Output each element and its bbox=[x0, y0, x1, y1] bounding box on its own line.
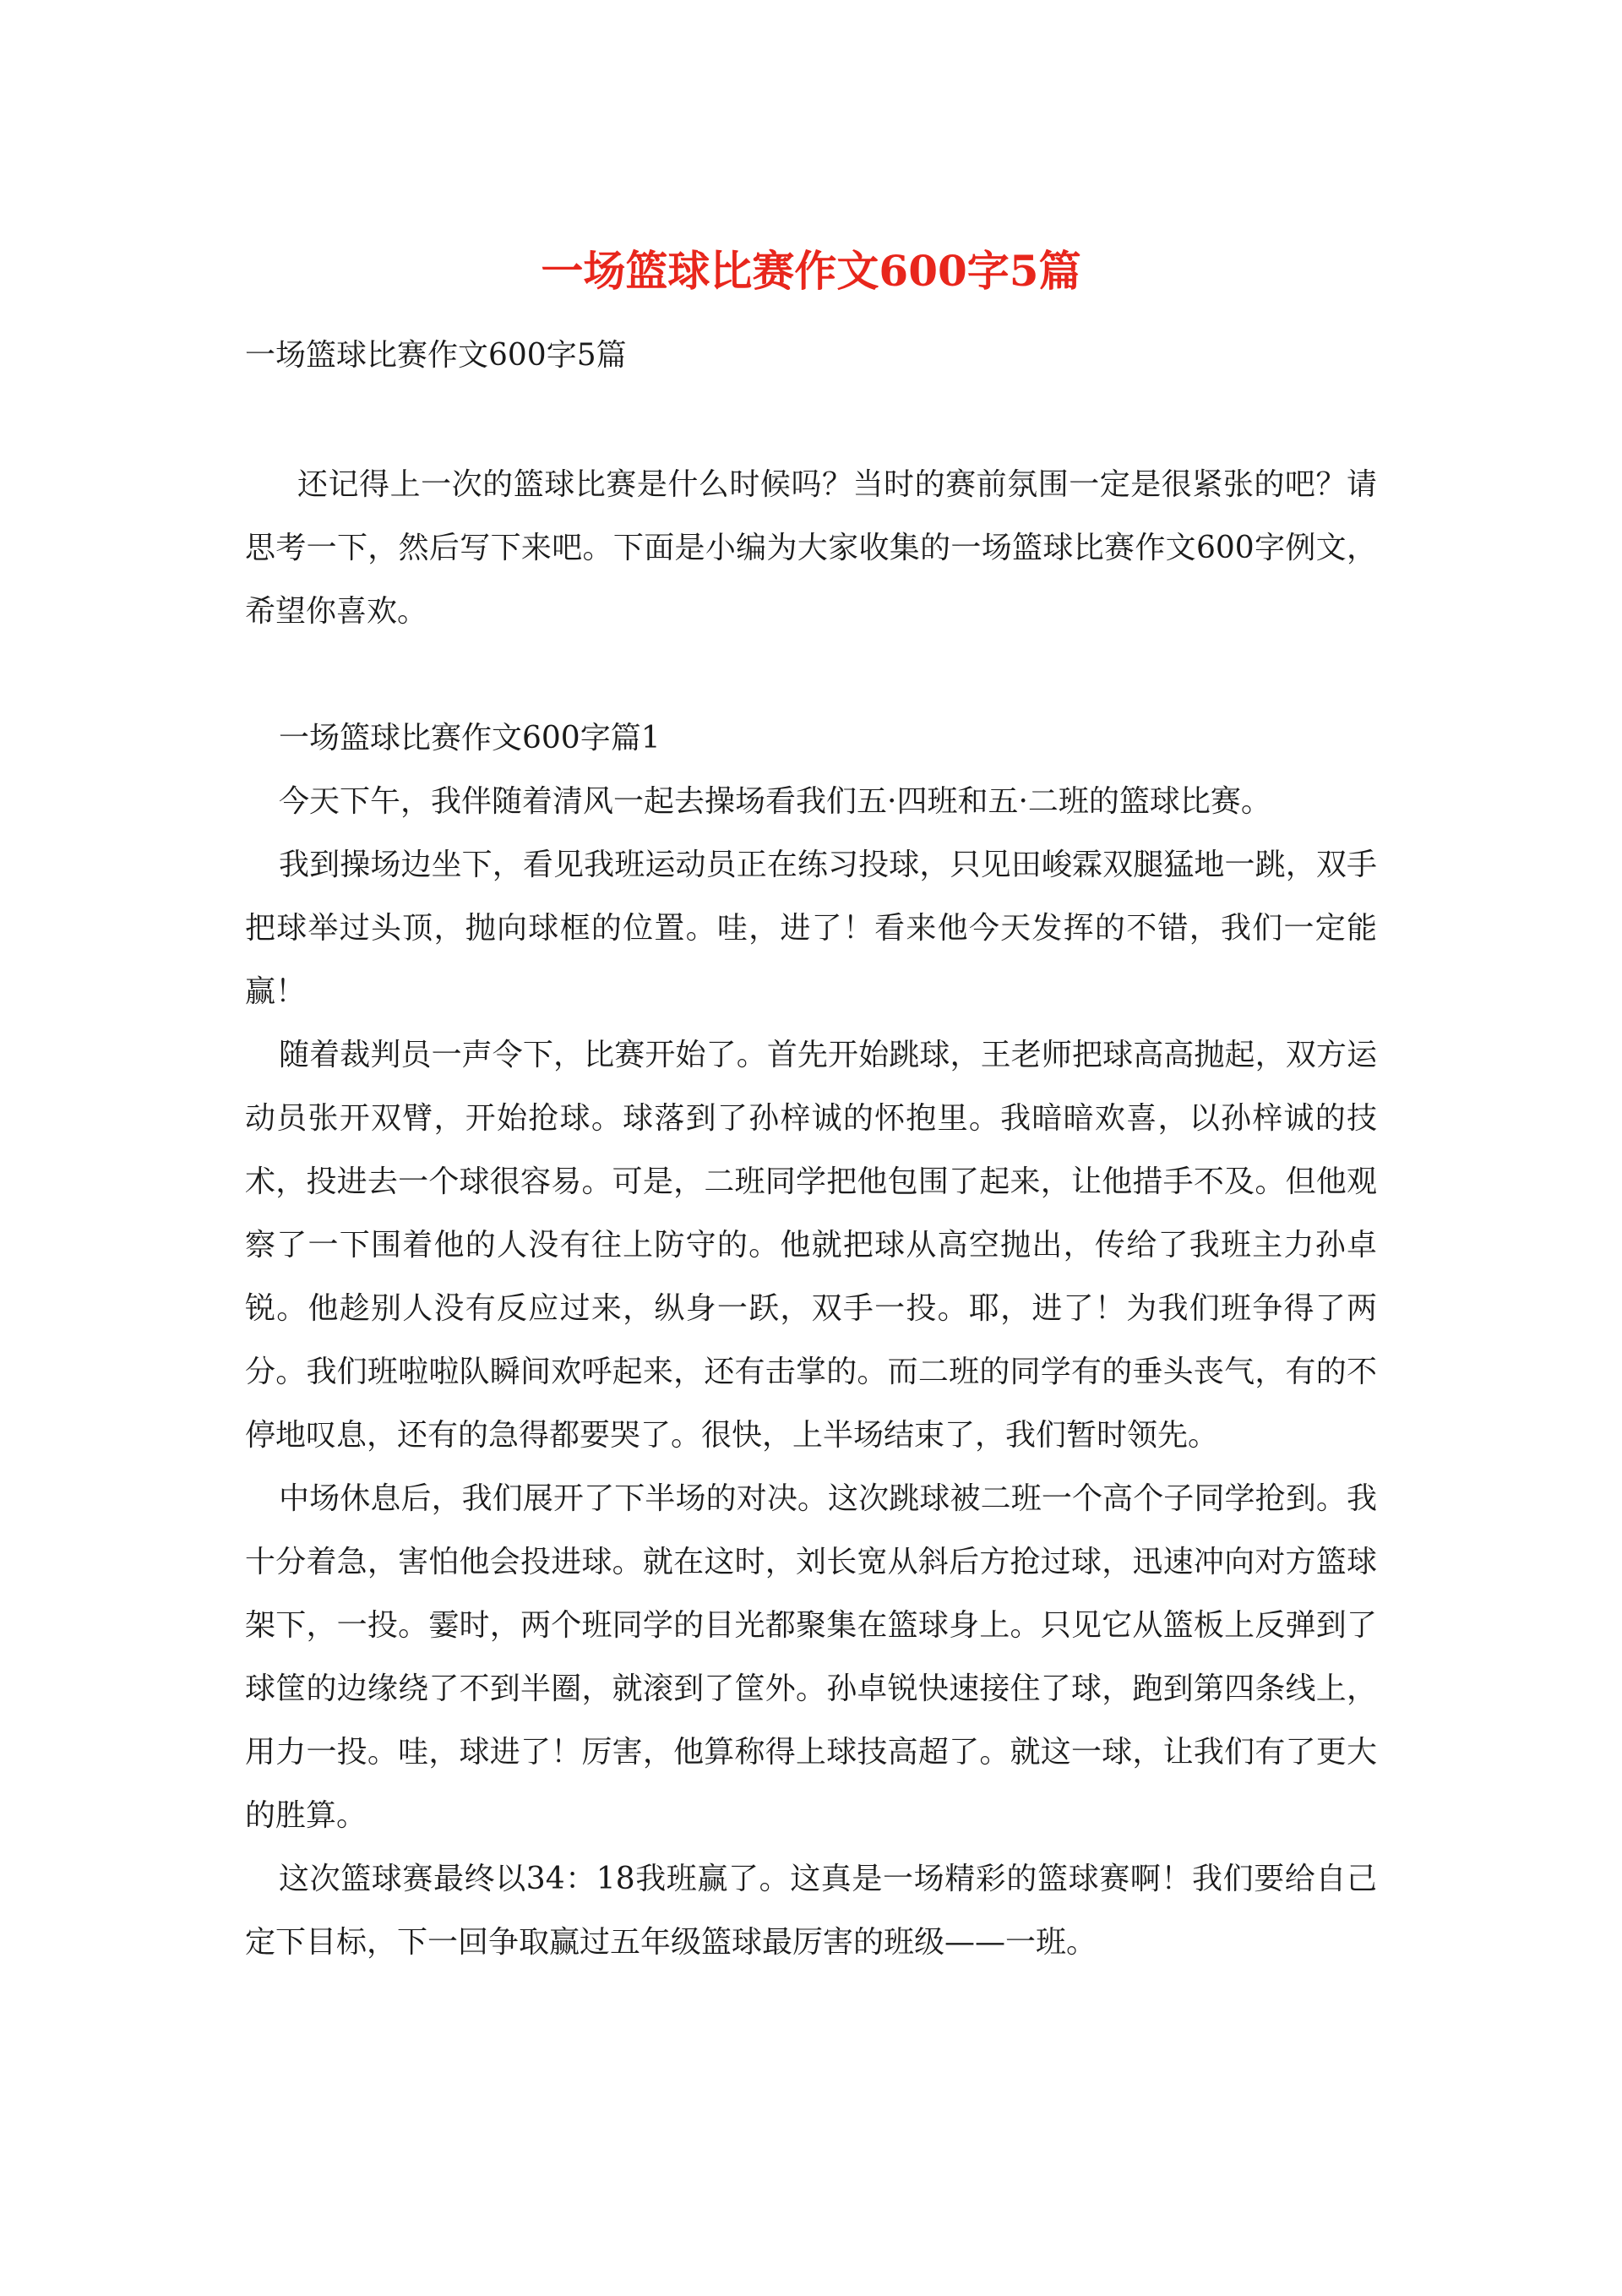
essay-paragraph: 今天下午，我伴随着清风一起去操场看我们五·四班和五·二班的篮球比赛。 bbox=[279, 784, 1271, 819]
essay-paragraph: 中场休息后，我们展开了下半场的对决。这次跳球被二班一个高个子同学抢到。我十分着急，害怕他会投进球。就在这时，刘长宽从斜后方抢过球，迅速冲向对方篮球架下，一投。霎时，两个班同学的目光都聚集在篮球身上。只见它从篮板上反弹到了球筐的边缘绕了不到半圈，就滚到了筐外。孙卓锐快速接住了球，跑到第四条线上，用力一投。哇，球进了！厉害，他算称得上球技高超了。就这一球，让我们有了更大的胜算。 bbox=[245, 1481, 1377, 1833]
document-subtitle: 一场篮球比赛作文600字5篇 bbox=[245, 338, 627, 373]
essay-heading: 一场篮球比赛作文600字篇1 bbox=[279, 721, 661, 755]
essay-paragraph: 我到操场边坐下，看见我班运动员正在练习投球，只见田峻霖双腿猛地一跳，双手把球举过头顶，抛向球框的位置。哇，进了！看来他今天发挥的不错，我们一定能赢！ bbox=[245, 848, 1377, 1009]
document-title: 一场篮球比赛作文600字5篇 bbox=[541, 246, 1081, 296]
essay-paragraph: 这次篮球赛最终以34：18我班赢了。这真是一场精彩的篮球赛啊！我们要给自己定下目标，下一回争取赢过五年级篮球最厉害的班级——一班。 bbox=[245, 1862, 1377, 1960]
essay-section bbox=[245, 706, 1377, 1974]
essay-paragraph: 随着裁判员一声令下，比赛开始了。首先开始跳球，王老师把球高高抛起，双方运动员张开双臂，开始抢球。球落到了孙梓诚的怀抱里。我暗暗欢喜，以孙梓诚的技术，投进去一个球很容易。可是，二班同学把他包围了起来，让他措手不及。但他观察了一下围着他的人没有往上防守的。他就把球从高空抛出，传给了我班主力孙卓锐。他趁别人没有反应过来，纵身一跃，双手一投。耶，进了！为我们班争得了两分。我们班啦啦队瞬间欢呼起来，还有击掌的。而二班的同学有的垂头丧气，有的不停地叹息，还有的急得都要哭了。很快，上半场结束了，我们暂时领先。 bbox=[245, 1038, 1377, 1453]
intro-paragraph: 还记得上一次的篮球比赛是什么时候吗？当时的赛前氛围一定是很紧张的吧？请思考一下，然后写下来吧。下面是小编为大家收集的一场篮球比赛作文600字例文，希望你喜欢。 bbox=[245, 467, 1377, 629]
